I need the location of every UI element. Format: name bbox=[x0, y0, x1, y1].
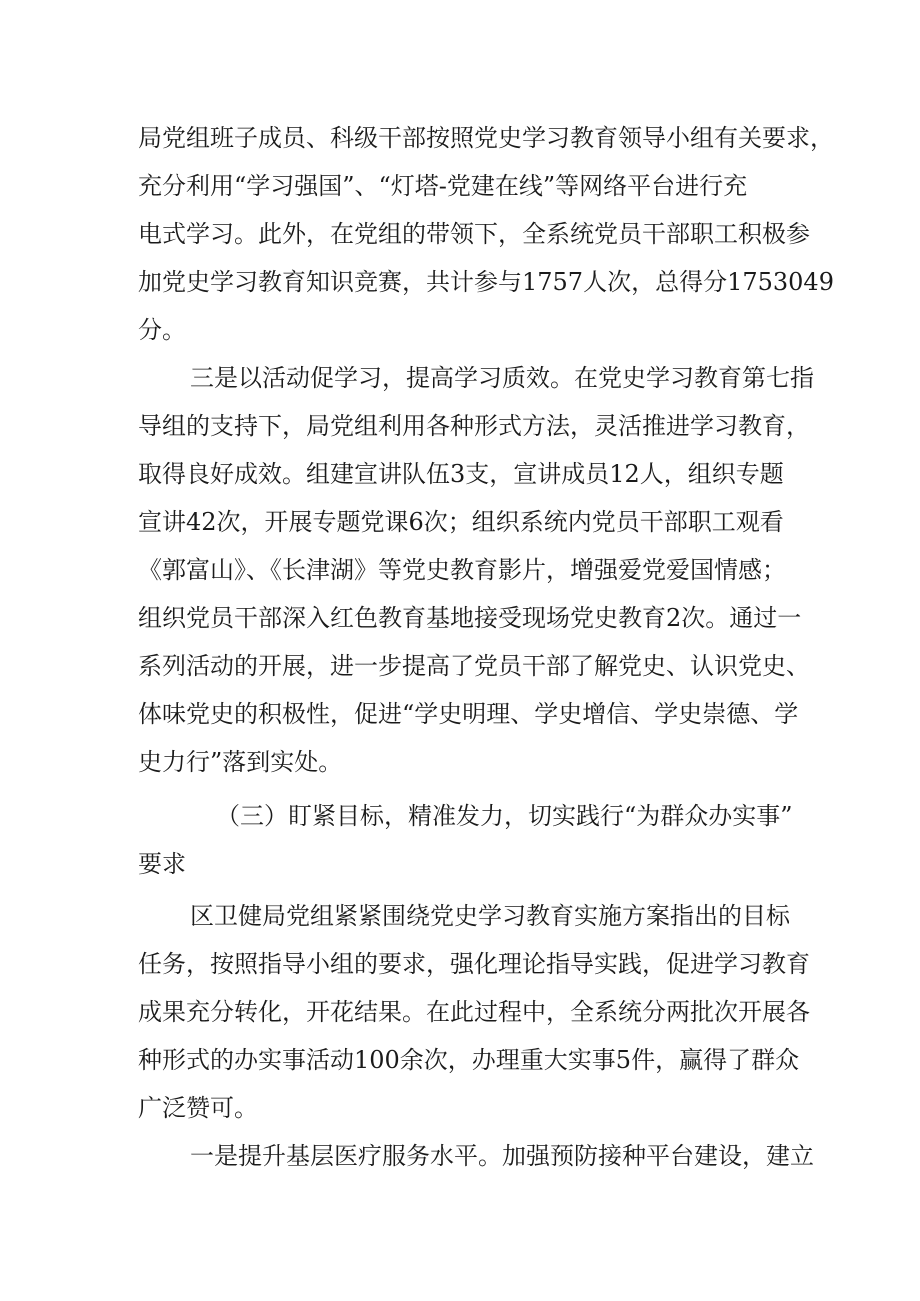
paragraph-line: 体味党史的积极性，促进“学史明理、学史增信、学史崇德、学 bbox=[138, 700, 799, 728]
section-heading: 要求 bbox=[138, 850, 186, 878]
paragraph-line: 一是提升基层医疗服务水平。加强预防接种平台建设，建立 bbox=[190, 1142, 814, 1170]
paragraph-line: 《郭富山》、《长津湖》等党史教育影片，增强爱党爱国情感； bbox=[138, 556, 786, 584]
paragraph-line: 电式学习。此外，在党组的带领下，全系统党员干部职工积极参 bbox=[138, 220, 810, 248]
paragraph-line: 史力行”落到实处。 bbox=[138, 748, 343, 776]
paragraph-line: 系列活动的开展，进一步提高了党员干部了解党史、认识党史、 bbox=[138, 652, 810, 680]
paragraph-line: 三是以活动促学习，提高学习质效。在党史学习教育第七指 bbox=[190, 364, 814, 392]
paragraph-line: 组织党员干部深入红色教育基地接受现场党史教育2次。通过一 bbox=[138, 604, 802, 632]
paragraph-line: 加党史学习教育知识竞赛，共计参与1757人次，总得分1753049 bbox=[138, 268, 834, 296]
paragraph-line: 宣讲42次，开展专题党课6次；组织系统内党员干部职工观看 bbox=[138, 508, 784, 536]
paragraph-line: 分。 bbox=[138, 316, 186, 344]
paragraph-line: 任务，按照指导小组的要求，强化理论指导实践，促进学习教育 bbox=[138, 950, 810, 978]
paragraph-line: 广泛赞可。 bbox=[138, 1094, 258, 1122]
paragraph-line: 区卫健局党组紧紧围绕党史学习教育实施方案指出的目标 bbox=[190, 902, 790, 930]
paragraph-line: 导组的支持下，局党组利用各种形式方法，灵活推进学习教育， bbox=[138, 412, 810, 440]
paragraph-line: 充分利用“学习强国”、“灯塔-党建在线”等网络平台进行充 bbox=[138, 172, 748, 200]
paragraph-line: 种形式的办实事活动100余次，办理重大实事5件，赢得了群众 bbox=[138, 1046, 800, 1074]
paragraph-line: 成果充分转化，开花结果。在此过程中，全系统分两批次开展各 bbox=[138, 998, 810, 1026]
paragraph-line: 局党组班子成员、科级干部按照党史学习教育领导小组有关要求， bbox=[138, 124, 834, 152]
paragraph-line: 取得良好成效。组建宣讲队伍3支，宣讲成员12人，组织专题 bbox=[138, 460, 784, 488]
section-heading: （三）盯紧目标，精准发力，切实践行“为群众办实事” bbox=[216, 802, 793, 830]
